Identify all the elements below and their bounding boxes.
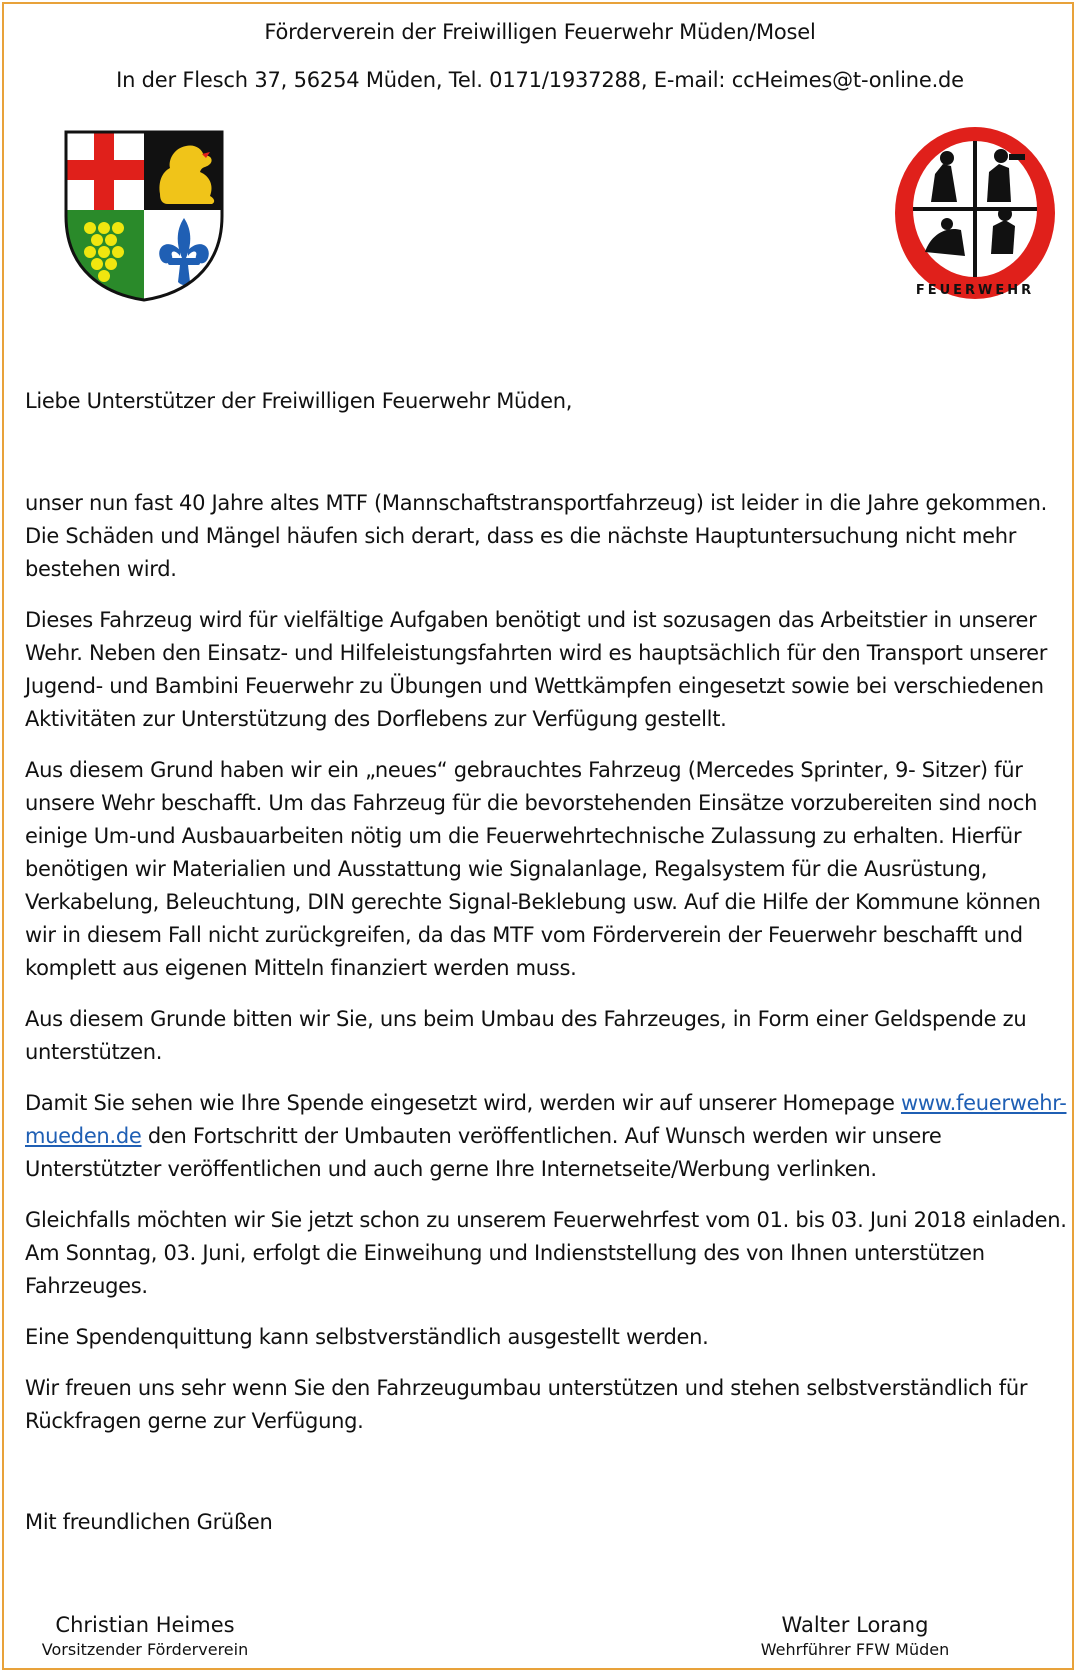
paragraph: Dieses Fahrzeug wird für vielfältige Aufgaben benötigt und ist sozusagen das Arbeitstier in unserer Wehr. Neben den Einsatz- und Hilfeleistungsfahrten wird es hauptsächlich für den Transport unserer Jugend- und Bambini Feuerwehr zu Übungen und Wettkämpfen eingesetzt sowie bei verschiedenen Aktivitäten zur Unterstützung des Dorflebens zur Verfügung gestellt.: [25, 608, 1048, 731]
letter-body: [25, 487, 1075, 1456]
homepage-text-after: den Fortschritt der Umbauten veröffentlichen. Auf Wunsch werden wir unsere Unterstützter veröffentlichen und auch gerne Ihre Internetseite/Werbung verlinken.: [25, 1124, 942, 1181]
paragraph: Aus diesem Grunde bitten wir Sie, uns beim Umbau des Fahrzeuges, in Form einer Geldspende zu unterstützen.: [25, 1007, 1027, 1064]
paragraph: Eine Spendenquittung kann selbstverständlich ausgestellt werden.: [25, 1325, 709, 1349]
signature-right: [740, 1611, 970, 1661]
salutation: Liebe Unterstützer der Freiwilligen Feuerwehr Müden,: [25, 389, 573, 413]
homepage-link[interactable]: www.feuerwehr-mueden.de: [25, 1091, 1067, 1148]
header-organization: Förderverein der Freiwilligen Feuerwehr Müden/Mosel: [264, 20, 816, 44]
coat-of-arms-logo: [64, 130, 224, 302]
paragraph: Gleichfalls möchten wir Sie jetzt schon zu unserem Feuerwehrfest vom 01. bis 03. Juni 2018 einladen. Am Sonntag, 03. Juni, erfolgt die Einweihung und Indienststellung des von Ihnen unterstützen Fahrzeuges.: [25, 1208, 1067, 1298]
seal-text: FEUERWEHR: [915, 283, 1035, 298]
homepage-text-before: Damit Sie sehen wie Ihre Spende eingesetzt wird, werden wir auf unserer Homepage: [25, 1091, 895, 1115]
fire-brigade-seal-logo: [891, 122, 1059, 304]
signer-role: Vorsitzender Förderverein: [41, 1640, 249, 1659]
paragraph: Aus diesem Grund haben wir ein „neues“ gebrauchtes Fahrzeug (Mercedes Sprinter, 9- Sitzer) für unsere Wehr beschafft. Um das Fahrzeug für die bevorstehenden Einsätze vorzubereiten sind noch einige Um-und Ausbauarbeiten nötig um die Feuerwehrtechnische Zulassung zu erhalten. Hierfür benötigen wir Materialien und Ausstattung wie Signalanlage, Regalsystem für die Ausrüstung, Verkabelung, Beleuchtung, DIN gerechte Signal-Beklebung usw. Auf die Hilfe der Kommune können wir in diesem Fall nicht zurückgreifen, da das MTF vom Förderverein der Feuerwehr beschafft und komplett aus eigenen Mitteln finanziert werden muss.: [25, 758, 1041, 980]
paragraph: Wir freuen uns sehr wenn Sie den Fahrzeugumbau unterstützen und stehen selbstverständlich für Rückfragen gerne zur Verfügung.: [25, 1376, 1028, 1433]
paragraph-homepage: [25, 1087, 1075, 1186]
paragraph: unser nun fast 40 Jahre altes MTF (Mannschaftstransportfahrzeug) ist leider in die Jahre gekommen. Die Schäden und Mängel häufen sich derart, dass es die nächste Hauptuntersuchung nicht mehr bestehen wird.: [25, 491, 1048, 581]
signature-left: [30, 1611, 260, 1661]
signer-role: Wehrführer FFW Müden: [760, 1640, 950, 1659]
header-address: In der Flesch 37, 56254 Müden, Tel. 0171/1937288, E-mail: ccHeimes@t-online.de: [116, 68, 964, 92]
signer-name: Christian Heimes: [55, 1613, 235, 1637]
closing: Mit freundlichen Grüßen: [25, 1510, 273, 1534]
signer-name: Walter Lorang: [781, 1613, 929, 1637]
